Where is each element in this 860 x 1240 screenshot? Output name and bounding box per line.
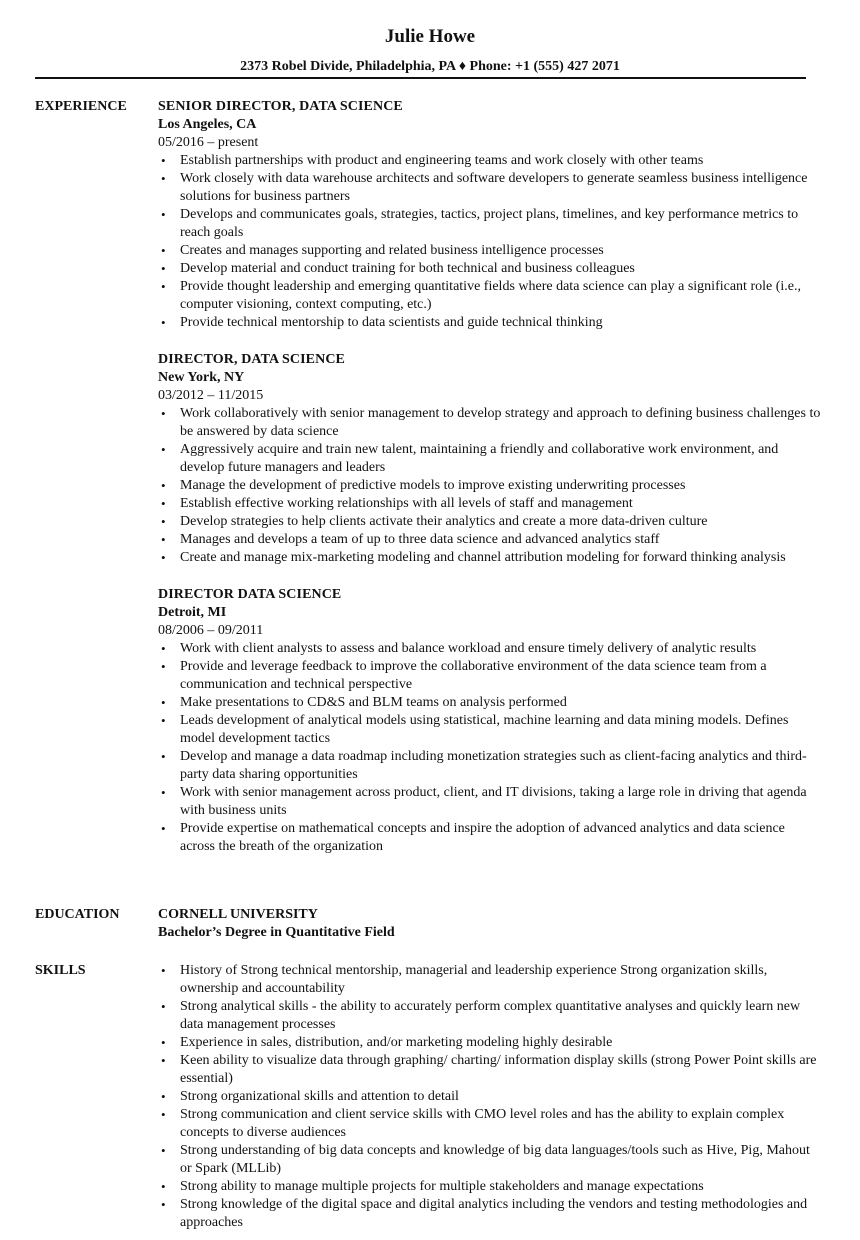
- section-label-skills: SKILLS: [35, 963, 86, 978]
- bullet-item: • Work with client analysts to assess and balance workload and ensure timely delivery of analytic results: [161, 641, 757, 656]
- skill-item: • Strong analytical skills - the ability to accurately perform complex quantitative analyses and quickly learn new data management processes: [161, 999, 801, 1032]
- bullet-item: • Work closely with data warehouse architects and software developers to generate seamless business intelligence solutions for business partners: [161, 171, 808, 204]
- bullet-icon: •: [161, 207, 166, 222]
- bullet-item: • Provide and leverage feedback to improve the collaborative environment of the data science team from a communication and technical perspective: [161, 659, 767, 692]
- job-location: Los Angeles, CA: [158, 117, 257, 132]
- job-dates: 08/2006 – 09/2011: [158, 623, 264, 638]
- bullet-icon: •: [161, 1197, 166, 1212]
- bullet-item: • Create and manage mix-marketing modeling and channel attribution modeling for forward thinking analysis: [161, 550, 786, 565]
- header-divider: [35, 77, 806, 79]
- skills-bullet-list: [158, 962, 823, 1232]
- skill-item: • Keen ability to visualize data through graphing/ charting/ information display skills (strong Power Point skills are essential): [161, 1053, 817, 1086]
- bullet-icon: •: [161, 1107, 166, 1122]
- bullet-icon: •: [161, 641, 166, 656]
- education-body: [158, 906, 823, 942]
- job-dates: 05/2016 – present: [158, 135, 259, 150]
- job-entry: [158, 98, 823, 332]
- bullet-item: • Creates and manages supporting and related business intelligence processes: [161, 243, 604, 258]
- bullet-icon: •: [161, 1035, 166, 1050]
- bullet-icon: •: [161, 785, 166, 800]
- bullet-icon: •: [161, 514, 166, 529]
- degree-name: Bachelor’s Degree in Quantitative Field: [158, 925, 395, 940]
- job-title: DIRECTOR DATA SCIENCE: [158, 587, 342, 602]
- bullet-item: • Leads development of analytical models using statistical, machine learning and data mining models. Defines model development tactics: [161, 713, 789, 746]
- job-entry: [158, 351, 823, 567]
- candidate-name: Julie Howe: [384, 26, 476, 47]
- bullet-icon: •: [161, 695, 166, 710]
- bullet-icon: •: [161, 963, 166, 978]
- bullet-item: • Develop and manage a data roadmap including monetization strategies such as client-facing analytics and third-party data sharing opportunities: [161, 749, 807, 782]
- job-bullet-list: [158, 405, 823, 567]
- skill-item: • Strong communication and client service skills with CMO level roles and has the ability to explain complex concepts to diverse audiences: [161, 1107, 785, 1140]
- skill-item: • Strong organizational skills and attention to detail: [161, 1089, 459, 1104]
- bullet-item: • Provide expertise on mathematical concepts and inspire the adoption of advanced analytics and data science across the breath of the organization: [161, 821, 785, 854]
- skill-item: • Strong ability to manage multiple projects for multiple stakeholders and manage expectations: [161, 1179, 704, 1194]
- bullet-icon: •: [161, 279, 166, 294]
- bullet-icon: •: [161, 243, 166, 258]
- job-location: Detroit, MI: [158, 605, 227, 620]
- job-title: SENIOR DIRECTOR, DATA SCIENCE: [158, 99, 403, 114]
- section-label-education: EDUCATION: [35, 907, 120, 922]
- bullet-item: • Aggressively acquire and train new talent, maintaining a friendly and collaborative work environment, and develop future managers and leaders: [161, 442, 779, 475]
- school-name: CORNELL UNIVERSITY: [158, 907, 318, 922]
- job-location: New York, NY: [158, 370, 245, 385]
- bullet-icon: •: [161, 713, 166, 728]
- bullet-item: • Establish effective working relationships with all levels of staff and management: [161, 496, 633, 511]
- job-entry: [158, 586, 823, 856]
- skill-item: • History of Strong technical mentorship, managerial and leadership experience Strong organization skills, ownership and accountability: [161, 963, 768, 996]
- bullet-icon: •: [161, 550, 166, 565]
- experience-body: [158, 98, 823, 875]
- bullet-icon: •: [161, 821, 166, 836]
- bullet-item: • Provide technical mentorship to data scientists and guide technical thinking: [161, 315, 603, 330]
- bullet-icon: •: [161, 153, 166, 168]
- bullet-icon: •: [161, 659, 166, 674]
- bullet-icon: •: [161, 999, 166, 1014]
- bullet-item: • Establish partnerships with product and engineering teams and work closely with other teams: [161, 153, 704, 168]
- contact-line: 2373 Robel Divide, Philadelphia, PA ♦ Phone: +1 (555) 427 2071: [240, 59, 620, 74]
- bullet-icon: •: [161, 1143, 166, 1158]
- job-bullet-list: [158, 640, 823, 856]
- bullet-icon: •: [161, 442, 166, 457]
- bullet-item: • Manages and develops a team of up to three data science and advanced analytics staff: [161, 532, 660, 547]
- bullet-icon: •: [161, 478, 166, 493]
- bullet-item: • Provide thought leadership and emerging quantitative fields where data science can play a significant role (i.e., computer visioning, context computing, etc.): [161, 279, 801, 312]
- job-bullet-list: [158, 152, 823, 332]
- bullet-item: • Work with senior management across product, client, and IT divisions, taking a large role in driving that agenda with business units: [161, 785, 807, 818]
- skill-item: • Strong understanding of big data concepts and knowledge of big data languages/tools such as Hive, Pig, Mahout or Spark (MLLib): [161, 1143, 810, 1176]
- bullet-item: • Make presentations to CD&S and BLM teams on analysis performed: [161, 695, 567, 710]
- job-title: DIRECTOR, DATA SCIENCE: [158, 352, 345, 367]
- bullet-icon: •: [161, 1089, 166, 1104]
- bullet-icon: •: [161, 315, 166, 330]
- bullet-item: • Develop material and conduct training for both technical and business colleagues: [161, 261, 635, 276]
- bullet-icon: •: [161, 532, 166, 547]
- bullet-icon: •: [161, 261, 166, 276]
- bullet-icon: •: [161, 1053, 166, 1068]
- skills-body: [158, 962, 823, 1232]
- bullet-icon: •: [161, 406, 166, 421]
- skill-item: • Experience in sales, distribution, and/or marketing modeling highly desirable: [161, 1035, 613, 1050]
- bullet-item: • Develop strategies to help clients activate their analytics and create a more data-driven culture: [161, 514, 708, 529]
- bullet-icon: •: [161, 749, 166, 764]
- bullet-item: • Work collaboratively with senior management to develop strategy and approach to defining business challenges to be answered by data science: [161, 406, 821, 439]
- bullet-icon: •: [161, 496, 166, 511]
- bullet-item: • Develops and communicates goals, strategies, tactics, project plans, timelines, and key performance metrics to reach goals: [161, 207, 799, 240]
- bullet-icon: •: [161, 1179, 166, 1194]
- section-label-experience: EXPERIENCE: [35, 99, 127, 114]
- bullet-item: • Manage the development of predictive models to improve existing underwriting processes: [161, 478, 686, 493]
- bullet-icon: •: [161, 171, 166, 186]
- skill-item: • Strong knowledge of the digital space and digital analytics including the vendors and testing methodologies and approaches: [161, 1197, 808, 1230]
- job-dates: 03/2012 – 11/2015: [158, 388, 264, 403]
